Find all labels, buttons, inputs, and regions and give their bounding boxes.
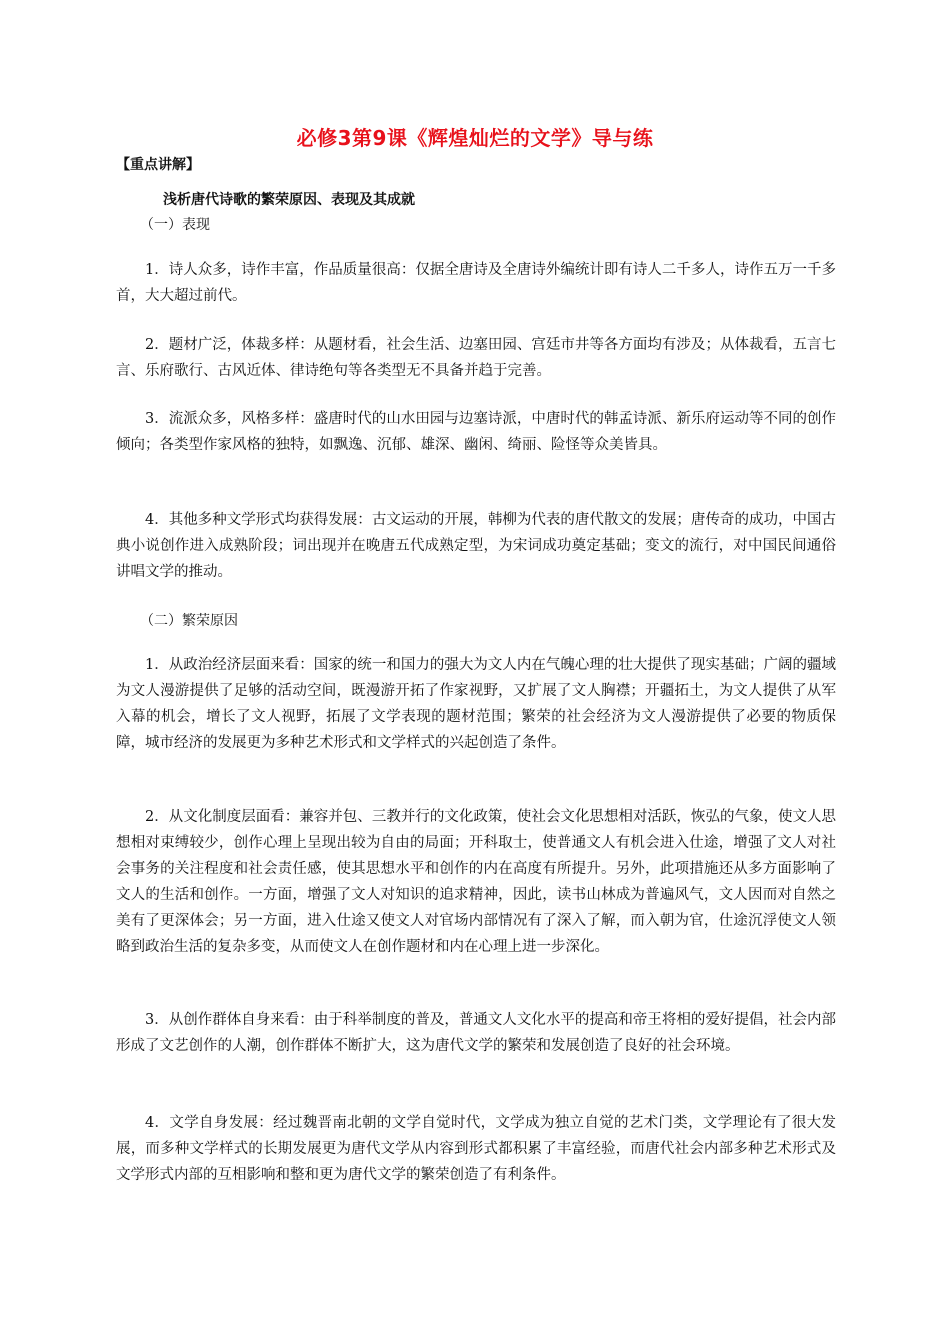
section-label: 【重点讲解】 — [116, 157, 200, 173]
part1-heading: （一）表现 — [140, 217, 210, 233]
part2-item-2: 2．从文化制度层面看：兼容并包、三教并行的文化政策，使社会文化思想相对活跃，恢弘的气象，使文人思想相对束缚较少，创作心理上呈现出较为自由的局面；开科取士，使普通文人有机会进入仕途，增强了文人对社会事务的关注程度和社会责任感，使其思想水平和创作的内在高度有所提升。另外，此项措施还从多方面影响了文人的生活和创作。一方面，增强了文人对知识的追求精神，因此，读书山林成为普遍风气，文人因而对自然之美有了更深体会；另一方面，进入仕途又使文人对官场内部情况有了深入了解，而入朝为官，仕途沉浮使文人领略到政治生活的复杂多变，从而使文人在创作题材和内在心理上进一步深化。 — [116, 809, 836, 955]
part2-heading: （二）繁荣原因 — [140, 613, 238, 629]
part2-item-1: 1．从政治经济层面来看：国家的统一和国力的强大为文人内在气魄心理的壮大提供了现实基础；广阔的疆域为文人漫游提供了足够的活动空间，既漫游开拓了作家视野，又扩展了文人胸襟；开疆拓土，为文人提供了从军入幕的机会，增长了文人视野，拓展了文学表现的题材范围；繁荣的社会经济为文人漫游提供了必要的物质保障，城市经济的发展更为多种艺术形式和文学样式的兴起创造了条件。 — [116, 657, 836, 751]
part1-item-3: 3．流派众多，风格多样：盛唐时代的山水田园与边塞诗派，中唐时代的韩孟诗派、新乐府运动等不同的创作倾向；各类型作家风格的独特，如飘逸、沉郁、雄深、幽闲、绮丽、险怪等众美皆具。 — [116, 411, 836, 453]
part1-item-1: 1．诗人众多，诗作丰富，作品质量很高：仅据全唐诗及全唐诗外编统计即有诗人二千多人，诗作五万一千多首，大大超过前代。 — [116, 262, 836, 304]
part2-item-3: 3．从创作群体自身来看：由于科举制度的普及，普通文人文化水平的提高和帝王将相的爱好提倡，社会内部形成了文艺创作的人潮，创作群体不断扩大，这为唐代文学的繁荣和发展创造了良好的社会环境。 — [116, 1012, 836, 1054]
subtitle: 浅析唐代诗歌的繁荣原因、表现及其成就 — [163, 192, 415, 208]
document-title: 必修3第9课《辉煌灿烂的文学》导与练 — [296, 126, 654, 150]
part1-item-4: 4．其他多种文学形式均获得发展：古文运动的开展，韩柳为代表的唐代散文的发展；唐传奇的成功，中国古典小说创作进入成熟阶段；词出现并在晚唐五代成熟定型，为宋词成功奠定基础；变文的流行，对中国民间通俗讲唱文学的推动。 — [116, 512, 836, 580]
part2-item-4: 4．文学自身发展：经过魏晋南北朝的文学自觉时代，文学成为独立自觉的艺术门类，文学理论有了很大发展，而多种文学样式的长期发展更为唐代文学从内容到形式都积累了丰富经验，而唐代社会内部多种艺术形式及文学形式内部的互相影响和整和更为唐代文学的繁荣创造了有利条件。 — [116, 1115, 836, 1183]
part1-item-2: 2．题材广泛，体裁多样：从题材看，社会生活、边塞田园、宫廷市井等各方面均有涉及；从体裁看，五言七言、乐府歌行、古风近体、律诗绝句等各类型无不具备并趋于完善。 — [116, 337, 836, 379]
